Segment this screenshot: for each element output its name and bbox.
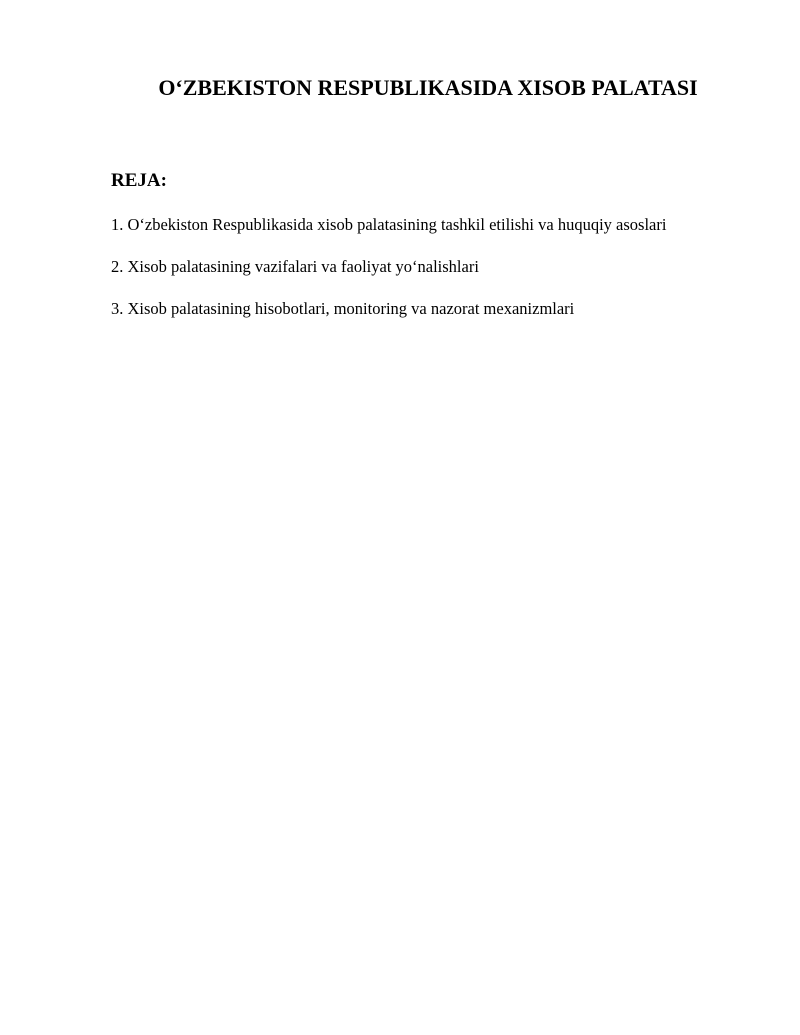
plan-item-2: 2. Xisob palatasining vazifalari va faoliyat yo‘nalishlari xyxy=(111,257,479,276)
plan-list xyxy=(111,212,666,338)
plan-heading: REJA: xyxy=(111,170,167,191)
document-title: O‘ZBEKISTON RESPUBLIKASIDA XISOB PALATASI xyxy=(158,75,698,100)
plan-item-3: 3. Xisob palatasining hisobotlari, monitoring va nazorat mexanizmlari xyxy=(111,299,575,318)
plan-item-1: 1. O‘zbekiston Respublikasida xisob palatasining tashkil etilishi va huquqiy asoslari xyxy=(111,215,667,234)
